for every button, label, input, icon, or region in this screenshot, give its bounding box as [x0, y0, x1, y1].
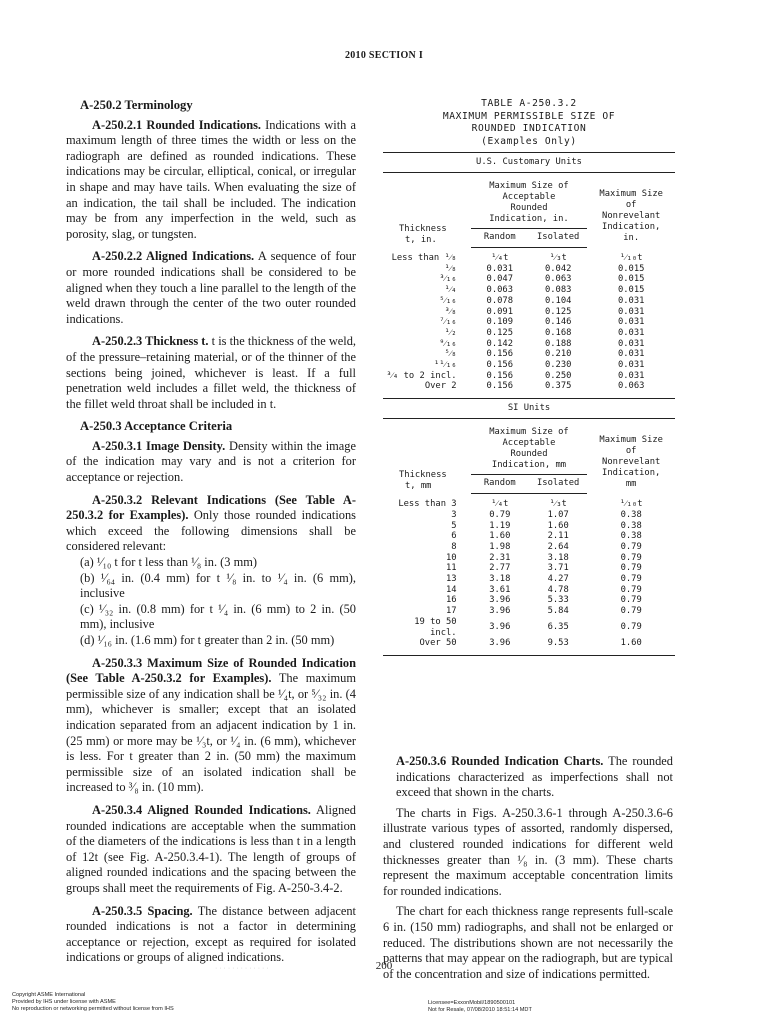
cell-nonrelevant: 0.031 [617, 327, 645, 338]
cell-isolated: 4.27 [547, 574, 569, 585]
cell-nonrelevant: 0.79 [620, 606, 642, 617]
para-body: Indications with a maximum length of three times the width or less on the radiograph are defined as rounded indications. These indications may be circular, elliptical, conical, or irregular in shape and may have tails. When evaluating the size of an indication, the tail shall be included. The indication may be from any imperfection in the weld, such as porosity, slag, or tungsten. [66, 117, 356, 241]
table-row [383, 285, 675, 296]
table-title-line: TABLE A-250.3.2 [481, 98, 577, 109]
cell-isolated: 9.53 [529, 638, 587, 655]
table-row [383, 339, 675, 350]
header-thickness: Thickness t, in. [399, 223, 447, 245]
footer-line: Licensee=ExxonMobil/1890500101 [428, 1000, 516, 1006]
si-table [383, 419, 675, 656]
cell-nonrelevant: 0.38 [620, 509, 642, 520]
cell-random: 3.96 [489, 622, 511, 633]
cell-isolated: 5.33 [547, 595, 569, 606]
table-block [383, 98, 675, 656]
header-nonrelevant: Maximum Size of Nonrevelant Indication, in. [599, 188, 663, 243]
header-isolated: Isolated [529, 229, 587, 248]
para-body: t is the thickness of the weld, of the pressure–retaining material, or of the thinner of the sections being joined, whichever is least. If a full penetration weld includes a fillet weld, the thickness of the fillet weld throat shall be included in t. [66, 334, 356, 411]
list-item-c: (c) ¹⁄₃₂ in. (0.8 mm) for t ¹⁄₄ in. (6 mm) to 2 in. (50 mm), inclusive [80, 601, 356, 632]
cell-isolated: 0.210 [544, 349, 572, 360]
cell-isolated: 1.60 [547, 520, 569, 531]
cell-isolated: 5.84 [547, 606, 569, 617]
cell-thickness: 5 [451, 520, 457, 531]
paragraph-charts-figs: The charts in Figs. A-250.3.6-1 through A-250.3.6-6 illustrate various types of assorted, randomly dispersed, and clustered rounded indications for different weld thicknesses greater than ¹⁄₈ in. (3 mm). These charts represent the maximum acceptable concentration limits for rounded indications. [383, 805, 673, 898]
cell-thickness: 6 [451, 531, 457, 542]
table-row [383, 381, 675, 398]
cell-thickness: ³⁄₈ [444, 306, 457, 317]
cell-nonrelevant: 0.031 [617, 295, 645, 306]
paragraph-spacing [66, 904, 356, 966]
table-row [383, 264, 675, 275]
us-table [383, 173, 675, 399]
cell-nonrelevant: 0.79 [620, 563, 642, 574]
cell-random: 1.19 [489, 520, 511, 531]
cell-thickness: 10 [446, 552, 457, 563]
cell-thickness: ¹⁄₈ [444, 263, 457, 274]
list-item-b: (b) ¹⁄₆₄ in. (0.4 mm) for t ¹⁄₈ in. to ¹⁄₄ in. (6 mm), inclusive [80, 570, 356, 601]
para-body: Only those rounded indications which exceed the following dimensions shall be considered relevant: [66, 508, 356, 554]
cell-thickness: 17 [446, 606, 457, 617]
cell-nonrelevant: 0.063 [587, 381, 675, 398]
list-item-d: (d) ¹⁄₁₆ in. (1.6 mm) for t greater than 2 in. (50 mm) [80, 633, 335, 647]
para-body: The distance between adjacent rounded indications is not a factor in determining acceptance or rejection, except as required for isolated indications or groups of aligned indications. [66, 903, 356, 965]
paragraph-chart-thickness: The chart for each thickness range represents full-scale 6 in. (150 mm) radiographs, and shall not be enlarged or reduced. The distributions shown are not necessarily the patterns that may appear on the radiograph, but are typical of the concentration and size of indications permitted. [383, 904, 673, 981]
cell-isolated: 3.71 [547, 563, 569, 574]
table-row [383, 360, 675, 371]
left-column [66, 98, 356, 973]
para-head: A-250.3.4 Aligned Rounded Indications. [92, 802, 311, 817]
header-random: Random [471, 475, 529, 494]
table-row [383, 595, 675, 606]
section-heading-terminology: A-250.2 Terminology [80, 98, 193, 112]
paragraph-rounded-indications [66, 118, 356, 243]
para-head: A-250.3.3 Maximum Size of Rounded Indication (See Table A-250.3.2 for Examples). [66, 655, 356, 686]
paragraph-relevant-indications [66, 493, 356, 555]
cell-thickness: 16 [446, 595, 457, 606]
cell-random: 2.31 [489, 552, 511, 563]
cell-random: 0.142 [486, 338, 514, 349]
section-heading-acceptance: A-250.3 Acceptance Criteria [80, 419, 233, 434]
si-units-label: SI Units [383, 399, 675, 419]
para-head: A-250.3.5 Spacing. [92, 903, 193, 918]
cell-isolated: 3.18 [547, 552, 569, 563]
cell-thickness: 3 [451, 509, 457, 520]
table-row [383, 317, 675, 328]
table-row [383, 574, 675, 585]
cell-thickness: ¹⁄₂ [444, 327, 457, 338]
cell-isolated: ¹⁄₃t [549, 499, 567, 510]
cell-nonrelevant: ¹⁄₁₀t [619, 498, 643, 509]
cell-isolated: 2.11 [547, 531, 569, 542]
table-row [383, 510, 675, 521]
para-body: A sequence of four or more rounded indications shall be considered to be aligned when they touch a line parallel to the length of the weld drawn through the center of the two outer rounded indications. [66, 249, 356, 326]
para-body: Density within the image of the indication may vary and is not a criterion for acceptance or rejection. [66, 438, 356, 485]
cell-nonrelevant: 0.38 [620, 531, 642, 542]
cell-isolated: 0.063 [544, 274, 572, 285]
header-isolated: Isolated [529, 475, 587, 494]
page-number: 200 [375, 960, 393, 972]
cell-isolated: 0.375 [529, 381, 587, 398]
table-row [383, 638, 675, 655]
para-body: Aligned rounded indications are acceptable when the summation of the diameters of the indications is less than t in a length of 12t (see Fig. A-250.3.4-1). The length of groups of aligned rounded indications and the spacing between the groups shall meet the requirements of Fig. A-250-3.4-2. [66, 802, 356, 895]
paragraph-aligned-rounded [66, 803, 356, 897]
cell-random: 3.18 [489, 574, 511, 585]
cell-thickness: 8 [451, 541, 457, 552]
cell-thickness: ⁵⁄₁₆ [439, 295, 457, 306]
cell-isolated: 0.230 [544, 360, 572, 371]
table-row [383, 617, 675, 638]
cell-random: 0.063 [486, 285, 514, 296]
cell-thickness: 11 [446, 563, 457, 574]
cell-thickness: Over 2 [383, 381, 471, 398]
running-header: 2010 SECTION I [344, 50, 424, 61]
cell-random: 0.091 [486, 306, 514, 317]
table-row [383, 248, 675, 264]
cell-nonrelevant: 0.031 [617, 349, 645, 360]
cell-nonrelevant: 0.38 [620, 520, 642, 531]
cell-isolated: 1.07 [547, 509, 569, 520]
cell-random: 3.61 [489, 584, 511, 595]
footer-license [428, 1000, 532, 1014]
table-row [383, 521, 675, 532]
cell-nonrelevant: 0.79 [620, 584, 642, 595]
cell-isolated: 0.146 [544, 317, 572, 328]
si-table-body [383, 494, 675, 656]
cell-thickness: ³⁄₁₆ [439, 274, 457, 285]
cell-random: 0.156 [486, 370, 514, 381]
cell-thickness: 14 [446, 584, 457, 595]
cell-isolated: 0.250 [544, 370, 572, 381]
cell-random: 0.125 [486, 327, 514, 338]
cell-isolated: 0.188 [544, 338, 572, 349]
table-row [383, 349, 675, 360]
cell-nonrelevant: 0.015 [617, 274, 645, 285]
cell-thickness: ⁹⁄₁₆ [439, 338, 457, 349]
cell-isolated: 0.104 [544, 295, 572, 306]
header-acceptable: Maximum Size of Acceptable Rounded Indication, mm [489, 427, 569, 471]
cell-thickness: 13 [446, 574, 457, 585]
faint-watermark-text: · · · · · · · · · · · · · [215, 965, 269, 972]
cell-thickness: 19 to 50 incl. [414, 616, 457, 638]
paragraph-thickness [66, 334, 356, 412]
cell-thickness: ⁷⁄₁₆ [439, 317, 457, 328]
cell-thickness: ⁵⁄₈ [444, 349, 457, 360]
us-units-label: U.S. Customary Units [383, 152, 675, 173]
para-head: A-250.3.2 Relevant Indications (See Table A-250.3.2 for Examples). [66, 492, 356, 523]
para-head: A-250.2.2 Aligned Indications. [92, 249, 255, 264]
footer-line: Not for Resale, 07/08/2010 18:51:14 MDT [428, 1006, 532, 1013]
cell-nonrelevant: 0.031 [617, 338, 645, 349]
para-head: A-250.3.6 Rounded Indication Charts. [396, 754, 604, 768]
table-row [383, 307, 675, 318]
cell-isolated: 2.64 [547, 541, 569, 552]
paragraph-indication-charts [383, 754, 673, 801]
cell-nonrelevant: ¹⁄₁₀t [619, 252, 643, 263]
table-title-line: MAXIMUM PERMISSIBLE SIZE OF [442, 110, 616, 122]
cell-random: 0.79 [489, 509, 511, 520]
table-row [383, 494, 675, 510]
cell-thickness: ³⁄₄ to 2 incl. [386, 370, 457, 381]
cell-isolated: 0.042 [544, 263, 572, 274]
cell-thickness: Less than 3 [398, 498, 457, 509]
header-thickness: Thickness t, mm [399, 469, 447, 491]
cell-nonrelevant: 0.031 [617, 317, 645, 328]
cell-random: 0.047 [486, 274, 514, 285]
para-body: The rounded indications characterized as imperfections shall not exceed that shown in the charts. [396, 754, 673, 800]
cell-nonrelevant: 0.79 [620, 574, 642, 585]
cell-random: 1.60 [489, 531, 511, 542]
table-row [383, 274, 675, 285]
cell-isolated: 4.78 [547, 584, 569, 595]
para-body: The maximum permissible size of any indication shall be ¹⁄₄t, or ⁵⁄₃₂ in. (4 mm), whichever is smaller; except that an isolated indication separated from an adjacent indication by 1 in. (25 mm) or more may be ¹⁄₃t, or ¹⁄₄ in. (6 mm), whichever is less. For t greater than 2 in. (50 mm) the maximum permissible size of an isolated indication shall be increased to ³⁄₈ in. (10 mm). [66, 671, 357, 795]
cell-random: 0.109 [486, 317, 514, 328]
cell-isolated: 0.083 [544, 285, 572, 296]
table-row [383, 531, 675, 542]
cell-isolated: 0.168 [544, 327, 572, 338]
table-title-line: ROUNDED INDICATION [471, 123, 587, 134]
cell-isolated: ¹⁄₃t [549, 253, 567, 263]
cell-nonrelevant: 1.60 [587, 638, 675, 655]
cell-random: 0.156 [471, 381, 529, 398]
table-title [383, 98, 675, 148]
para-head: A-250.2.3 Thickness t. [92, 334, 209, 349]
cell-random: ¹⁄₄t [491, 499, 509, 510]
cell-random: 3.96 [489, 595, 511, 606]
cell-nonrelevant: 0.015 [617, 285, 645, 296]
header-random: Random [471, 229, 529, 248]
paragraph-aligned-indications [66, 249, 356, 327]
cell-random: 3.96 [471, 638, 529, 655]
us-table-body [383, 248, 675, 399]
para-head: A-250.2.1 Rounded Indications. [92, 117, 262, 132]
header-acceptable: Maximum Size of Acceptable Rounded Indication, in. [489, 181, 569, 224]
table-title-line: (Examples Only) [481, 135, 577, 147]
table-row [383, 606, 675, 617]
cell-thickness: ¹⁄₄ [444, 285, 457, 296]
cell-nonrelevant: 0.79 [620, 622, 642, 633]
table-row [383, 585, 675, 596]
table-row [383, 563, 675, 574]
cell-nonrelevant: 0.031 [617, 370, 645, 381]
cell-thickness: Over 50 [383, 638, 471, 655]
table-row [383, 542, 675, 553]
footer-line: No reproduction or networking permitted without license from IHS [12, 1005, 174, 1012]
cell-random: 0.156 [486, 349, 514, 360]
cell-nonrelevant: 0.031 [617, 306, 645, 317]
paragraph-image-density [66, 439, 356, 486]
cell-random: 0.031 [486, 263, 514, 274]
footer-line: Provided by IHS under license with ASME [12, 998, 116, 1005]
right-column-text [383, 754, 673, 987]
cell-nonrelevant: 0.79 [620, 541, 642, 552]
cell-random: ¹⁄₄t [491, 253, 509, 263]
paragraph-max-size [66, 656, 356, 796]
cell-thickness: ¹¹⁄₁₆ [433, 360, 457, 371]
header-nonrelevant: Maximum Size of Nonrevelant Indication, mm [599, 434, 663, 489]
cell-random: 0.078 [486, 295, 514, 306]
para-head: A-250.3.1 Image Density. [92, 438, 226, 453]
cell-random: 3.96 [489, 606, 511, 617]
table-row [383, 328, 675, 339]
cell-nonrelevant: 0.79 [620, 595, 642, 606]
footer-line: Copyright ASME International [12, 992, 86, 998]
cell-nonrelevant: 0.015 [617, 263, 645, 274]
cell-random: 1.98 [489, 541, 511, 552]
cell-random: 2.77 [489, 563, 511, 574]
cell-nonrelevant: 0.031 [617, 360, 645, 371]
cell-isolated: 6.35 [547, 622, 569, 633]
list-item-a: (a) ¹⁄₁₀ t for t less than ¹⁄₈ in. (3 mm) [80, 555, 257, 570]
cell-nonrelevant: 0.79 [620, 552, 642, 563]
table-row [383, 553, 675, 564]
cell-thickness: Less than ¹⁄₈ [391, 252, 457, 263]
cell-random: 0.156 [486, 360, 514, 371]
table-row [383, 296, 675, 307]
cell-isolated: 0.125 [544, 306, 572, 317]
table-row [383, 371, 675, 382]
footer-copyright [12, 992, 174, 1012]
